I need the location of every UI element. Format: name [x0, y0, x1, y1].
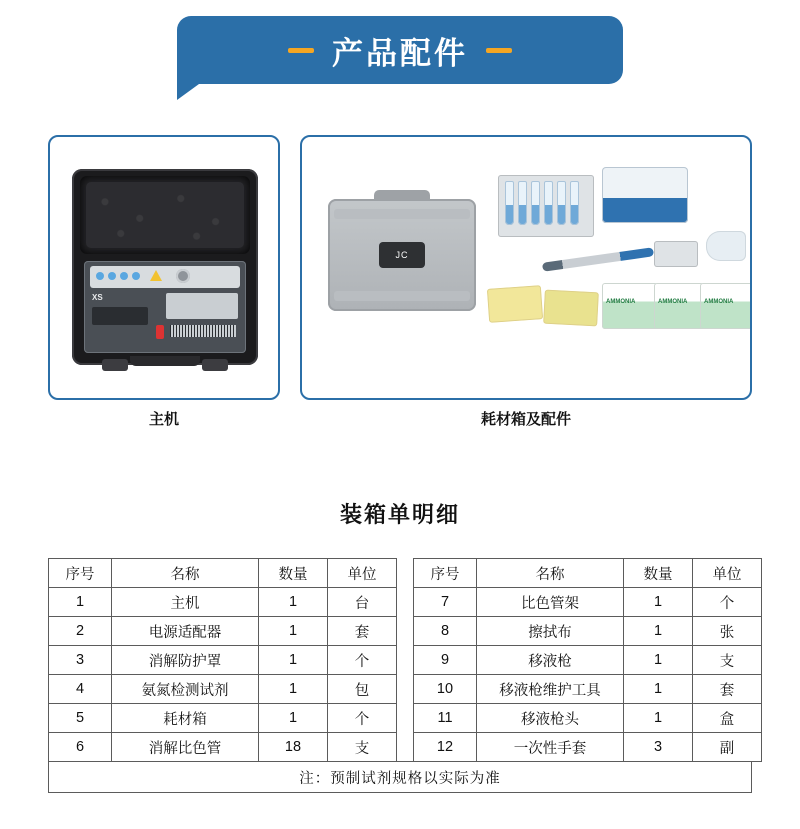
instrument-panel: [84, 261, 246, 353]
cell-index: 8: [414, 617, 477, 646]
cell-qty: 18: [259, 733, 328, 762]
col-header-name: 名称: [112, 559, 259, 588]
test-tube: [557, 181, 566, 225]
cell-qty: 1: [624, 675, 693, 704]
cell-name: 主机: [112, 588, 259, 617]
cell-unit: 支: [328, 733, 397, 762]
cell-unit: 套: [328, 617, 397, 646]
glove-pack: [706, 231, 746, 261]
case-latch-right: [202, 359, 228, 371]
table-row: [414, 675, 762, 704]
case-lid: [80, 176, 250, 254]
cell-name: 氨氮检测试剂: [112, 675, 259, 704]
cell-qty: 1: [624, 646, 693, 675]
cell-unit: 个: [693, 588, 762, 617]
reagent-box: [602, 167, 688, 223]
section-banner: [177, 16, 623, 84]
cell-index: 2: [49, 617, 112, 646]
cell-index: 6: [49, 733, 112, 762]
packing-table-left: [48, 558, 397, 762]
cell-name: 擦拭布: [477, 617, 624, 646]
cell-name: 电源适配器: [112, 617, 259, 646]
case-latch-left: [102, 359, 128, 371]
table-row: [49, 704, 397, 733]
cell-unit: 个: [328, 704, 397, 733]
table-row: [414, 733, 762, 762]
col-header-name: 名称: [477, 559, 624, 588]
power-switch: [156, 325, 164, 339]
cell-index: 9: [414, 646, 477, 675]
table-row-note: [49, 762, 752, 793]
panel-top-strip: [90, 266, 240, 288]
table-row: [49, 675, 397, 704]
pouch-label: AMMONIA: [658, 299, 688, 305]
table-row: [49, 646, 397, 675]
packing-note-table: [48, 761, 752, 793]
packing-table-right: [413, 558, 762, 762]
wiping-cloth: [543, 290, 599, 327]
cell-name: 一次性手套: [477, 733, 624, 762]
banner-title: 产品配件: [332, 35, 468, 71]
closed-case-ridge-top: [334, 209, 470, 219]
table-header-row: [414, 559, 762, 588]
test-tube: [544, 181, 553, 225]
photo-card-accessories: [300, 135, 752, 400]
cell-name: 比色管架: [477, 588, 624, 617]
warning-triangle-icon: [150, 270, 162, 281]
table-header-row: [49, 559, 397, 588]
cell-qty: 1: [259, 588, 328, 617]
cell-name: 移液枪头: [477, 704, 624, 733]
panel-model-label: XS: [92, 293, 103, 302]
cell-unit: 个: [328, 646, 397, 675]
banner-container: [0, 16, 800, 84]
table-row: [49, 733, 397, 762]
cell-qty: 1: [259, 704, 328, 733]
pouch-label: AMMONIA: [606, 299, 636, 305]
cell-unit: 盒: [693, 704, 762, 733]
pipette-tip-box: [654, 241, 698, 267]
test-tube: [531, 181, 540, 225]
indicator-dot-2: [108, 272, 116, 280]
col-header-index: 序号: [414, 559, 477, 588]
test-tube: [505, 181, 514, 225]
brand-logo: JC: [379, 242, 425, 268]
closed-case-handle: [374, 190, 430, 200]
cell-name: 耗材箱: [112, 704, 259, 733]
tables-row: [48, 558, 752, 762]
table-row: [414, 646, 762, 675]
cell-unit: 包: [328, 675, 397, 704]
photo-card-main-unit: [48, 135, 280, 400]
cell-qty: 1: [624, 704, 693, 733]
cell-qty: 3: [624, 733, 693, 762]
cell-name: 移液枪: [477, 646, 624, 675]
note-cell: 注：预制试剂规格以实际为准: [49, 762, 752, 793]
indicator-dot-3: [120, 272, 128, 280]
dash-left-icon: [288, 48, 314, 53]
accessories-image: [302, 137, 750, 398]
cell-qty: 1: [259, 675, 328, 704]
wiping-cloth: [487, 285, 543, 323]
cell-index: 7: [414, 588, 477, 617]
cell-qty: 1: [624, 588, 693, 617]
rotary-knob: [176, 269, 190, 283]
caption-accessories: 耗材箱及配件: [480, 411, 571, 428]
cell-name: 移液枪维护工具: [477, 675, 624, 704]
table-row: [414, 704, 762, 733]
caption-main-unit: 主机: [148, 411, 179, 428]
cell-unit: 张: [693, 617, 762, 646]
main-unit-image: [50, 137, 278, 398]
cell-index: 5: [49, 704, 112, 733]
col-header-index: 序号: [49, 559, 112, 588]
display-screen: [166, 293, 238, 319]
cell-name: 消解比色管: [112, 733, 259, 762]
indicator-dot-1: [96, 272, 104, 280]
pipette: [542, 247, 654, 271]
cuvette-rack: [498, 175, 594, 237]
case-handle: [130, 356, 200, 366]
packing-list-title: 装箱单明细: [339, 502, 460, 527]
pouch-label: AMMONIA: [704, 299, 734, 305]
barcode-label: [170, 325, 236, 337]
cell-qty: 1: [624, 617, 693, 646]
col-header-unit: 单位: [328, 559, 397, 588]
closed-case-ridge-bottom: [334, 291, 470, 301]
cell-name: 消解防护罩: [112, 646, 259, 675]
table-row: [49, 588, 397, 617]
cell-index: 10: [414, 675, 477, 704]
table-row: [414, 617, 762, 646]
table-row: [49, 617, 397, 646]
sample-slot: [92, 307, 148, 325]
cell-qty: 1: [259, 646, 328, 675]
closed-case: [328, 199, 476, 311]
reagent-pouch: [700, 283, 752, 329]
col-header-qty: 数量: [259, 559, 328, 588]
cell-index: 11: [414, 704, 477, 733]
cell-unit: 支: [693, 646, 762, 675]
open-case-body: [72, 169, 258, 365]
table-row: [414, 588, 762, 617]
col-header-qty: 数量: [624, 559, 693, 588]
cell-unit: 副: [693, 733, 762, 762]
cell-unit: 套: [693, 675, 762, 704]
cell-qty: 1: [259, 617, 328, 646]
cell-index: 12: [414, 733, 477, 762]
photo-captions: [48, 408, 752, 429]
dash-right-icon: [486, 48, 512, 53]
packing-list-tables: [48, 558, 752, 793]
cell-index: 1: [49, 588, 112, 617]
cell-index: 4: [49, 675, 112, 704]
col-header-unit: 单位: [693, 559, 762, 588]
photo-cards: [48, 135, 752, 400]
foam-insert: [86, 182, 244, 248]
indicator-dot-4: [132, 272, 140, 280]
test-tube: [570, 181, 579, 225]
test-tube: [518, 181, 527, 225]
cell-unit: 台: [328, 588, 397, 617]
cell-index: 3: [49, 646, 112, 675]
